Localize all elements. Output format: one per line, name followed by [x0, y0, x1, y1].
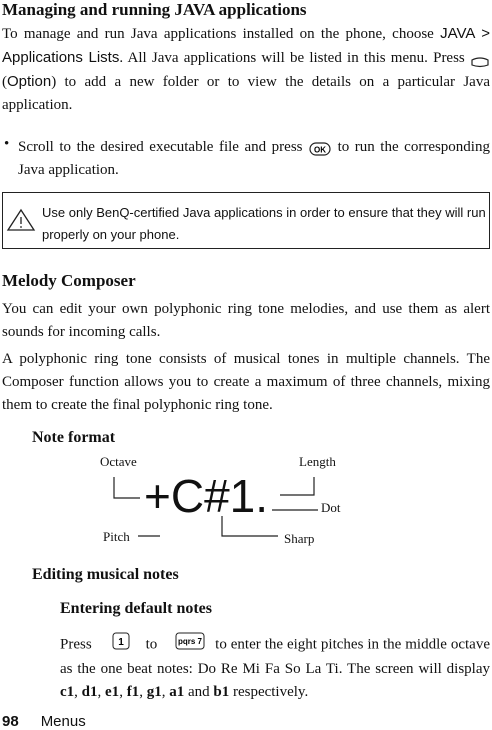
page-footer: [2, 713, 86, 730]
note-d1: d1: [81, 684, 98, 700]
note-a1: a1: [169, 684, 185, 700]
melody-paragraph-2: A polyphonic ring tone consists of musical tones in multiple channels. The Composer function allows you to create a maximum of three channels, mixing them to create the final polyphonic ring tone.: [2, 351, 490, 413]
footer-section: Menus: [40, 713, 86, 730]
entering-default-heading: Entering default notes: [60, 600, 212, 617]
section-title-melody: Melody Composer: [2, 271, 136, 290]
section-title-java: Managing and running JAVA applications: [2, 0, 307, 19]
svg-text:1: 1: [117, 637, 124, 648]
bullet-item: Scroll to the desired executable file and press OK to run the corresponding Java application.: [18, 139, 490, 178]
note-text: Use only BenQ-certified Java applications in order to ensure that they will run properly on your phone.: [42, 205, 486, 242]
bullet-mark: •: [4, 136, 10, 152]
note-notation: +C#1.: [144, 470, 269, 522]
key-7-icon: [175, 632, 205, 658]
melody-paragraph-1: You can edit your own polyphonic ring tone melodies, and use them as alert sounds for incoming calls.: [2, 301, 490, 340]
note-format-diagram: [100, 450, 360, 550]
editing-heading: Editing musical notes: [32, 566, 179, 583]
warning-icon: [6, 208, 36, 237]
label-octave: Octave: [100, 454, 137, 469]
note-g1: g1: [146, 684, 162, 700]
svg-text:OK: OK: [314, 145, 327, 155]
note-c1: c1: [60, 684, 75, 700]
menu-path-applications: Applications Lists: [2, 49, 120, 66]
default-notes-paragraph: Press 1 to pqrs 7 to enter the eight pitches in the middle octave as the one beat notes: Do Re Mi Fa So La Ti. The screen will display c1, d1, e1, f1, g1, a1 and b1 respectively.: [60, 632, 490, 704]
note-b1: b1: [213, 684, 230, 700]
note-e1: e1: [105, 684, 120, 700]
menu-path-java: JAVA: [440, 25, 475, 42]
label-length: Length: [299, 454, 336, 469]
option-label: Option: [7, 73, 52, 90]
java-paragraph: To manage and run Java applications installed on the phone, choose JAVA > Applications Lists. All Java applications will be listed in this menu. Press (Option) to add a new folder or to view the details on a particular Java application.: [2, 25, 490, 113]
page-number: 98: [2, 713, 19, 730]
label-dot: Dot: [321, 500, 341, 515]
svg-text:pqrs 7: pqrs 7: [178, 637, 203, 646]
label-sharp: Sharp: [284, 531, 315, 546]
note-format-heading: Note format: [32, 429, 116, 446]
note-f1: f1: [126, 684, 140, 700]
label-pitch: Pitch: [103, 529, 130, 544]
softkey-icon: [470, 53, 490, 65]
ok-key-icon: [308, 141, 332, 155]
key-1-icon: [112, 632, 130, 658]
